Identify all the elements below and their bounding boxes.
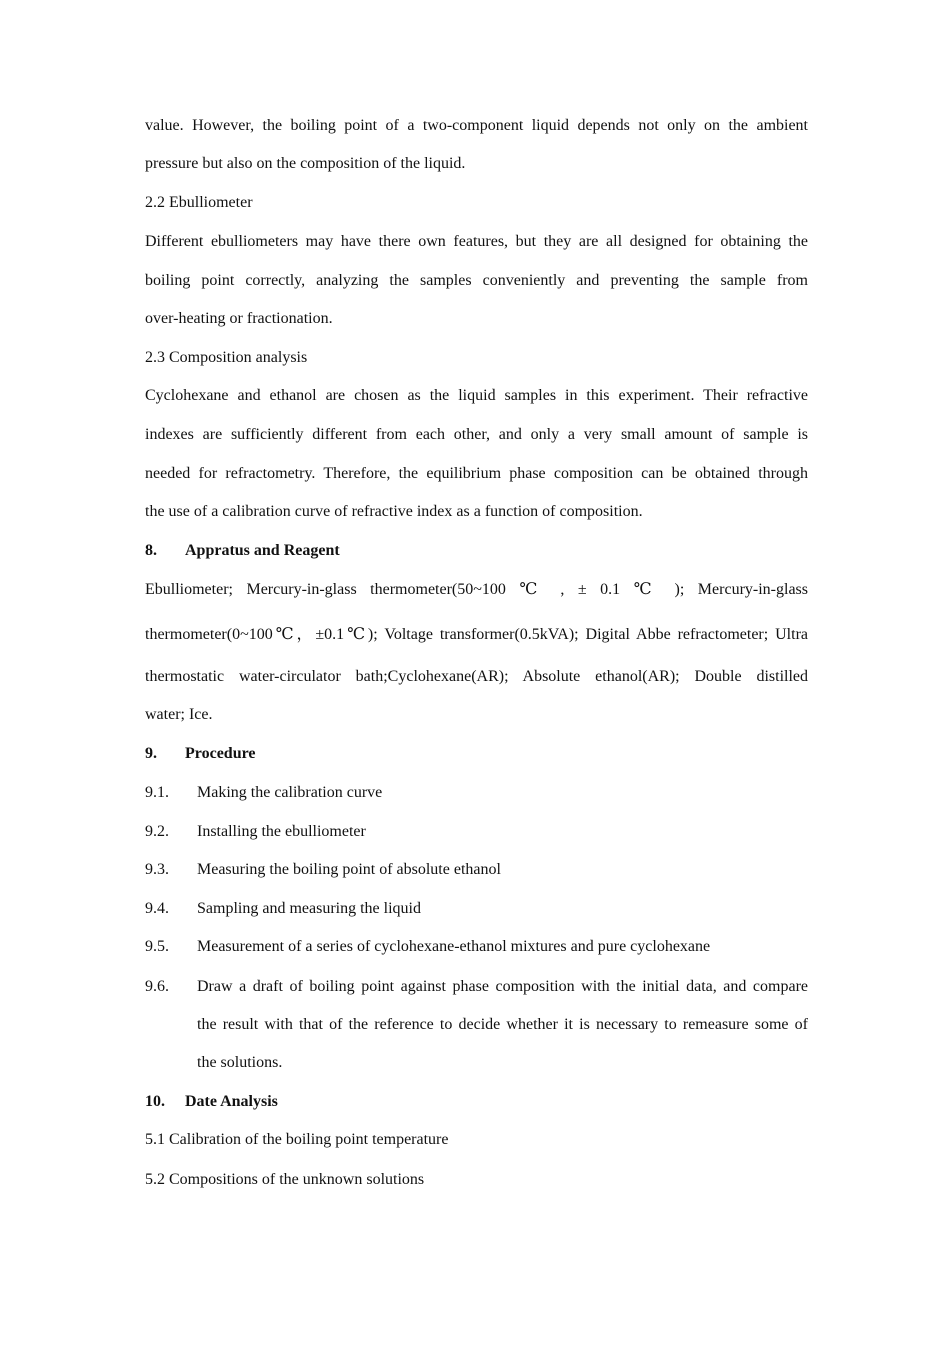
list-item: Measuring the boiling point of absolute ethanol: [197, 861, 501, 878]
paragraph-line: Cyclohexane and ethanol are chosen as the liquid samples in this experiment. Their refractive: [145, 387, 808, 404]
list-item-continuation: the solutions.: [197, 1054, 283, 1071]
list-item: Sampling and measuring the liquid: [197, 900, 421, 917]
subsection-heading: 5.2 Compositions of the unknown solutions: [145, 1171, 425, 1188]
list-item: Draw a draft of boiling point against phase composition with the initial data, and compare: [197, 978, 808, 995]
paragraph-line: pressure but also on the composition of the liquid.: [145, 155, 466, 172]
paragraph-line: needed for refractometry. Therefore, the equilibrium phase composition can be obtained through: [145, 465, 808, 482]
paragraph-line: thermometer(0~100℃，±0.1℃); Voltage transformer(0.5kVA); Digital Abbe refractometer; Ultra: [145, 626, 809, 643]
list-item-number: 9.5.: [145, 938, 169, 955]
subsection-heading: 5.1 Calibration of the boiling point temperature: [145, 1131, 449, 1148]
list-item: Making the calibration curve: [197, 784, 383, 801]
list-item-number: 9.4.: [145, 900, 169, 917]
paragraph-line: Different ebulliometers may have there own features, but they are all designed for obtaining the: [145, 233, 808, 250]
paragraph-line: boiling point correctly, analyzing the samples conveniently and preventing the sample from: [145, 272, 808, 289]
paragraph-line: value. However, the boiling point of a two-component liquid depends not only on the ambient: [145, 117, 808, 134]
paragraph-line: indexes are sufficiently different from each other, and only a very small amount of sample is: [145, 426, 808, 443]
paragraph-line: water; Ice.: [145, 706, 213, 723]
section-number: 9.: [145, 745, 157, 762]
list-item-number: 9.3.: [145, 861, 169, 878]
section-heading: 2.3 Composition analysis: [145, 349, 308, 366]
paragraph-line: Ebulliometer; Mercury-in-glass thermometer(50~100 ℃ , ± 0.1 ℃ ); Mercury-in-glass: [145, 581, 808, 598]
section-number: 8.: [145, 542, 157, 559]
paragraph-line: thermostatic water-circulator bath;Cyclohexane(AR); Absolute ethanol(AR); Double distilled: [145, 668, 808, 685]
paragraph-line: the use of a calibration curve of refractive index as a function of composition.: [145, 503, 643, 520]
section-title: Appratus and Reagent: [185, 542, 340, 559]
section-number: 10.: [145, 1093, 165, 1110]
list-item-number: 9.2.: [145, 823, 169, 840]
paragraph-line: over-heating or fractionation.: [145, 310, 333, 327]
list-item-number: 9.1.: [145, 784, 169, 801]
section-title: Procedure: [185, 745, 256, 762]
section-heading: 2.2 Ebulliometer: [145, 194, 253, 211]
list-item: Installing the ebulliometer: [197, 823, 366, 840]
list-item-continuation: the result with that of the reference to decide whether it is necessary to remeasure some of: [197, 1016, 808, 1033]
list-item-number: 9.6.: [145, 978, 169, 995]
section-title: Date Analysis: [185, 1093, 278, 1110]
list-item: Measurement of a series of cyclohexane-ethanol mixtures and pure cyclohexane: [197, 938, 711, 955]
